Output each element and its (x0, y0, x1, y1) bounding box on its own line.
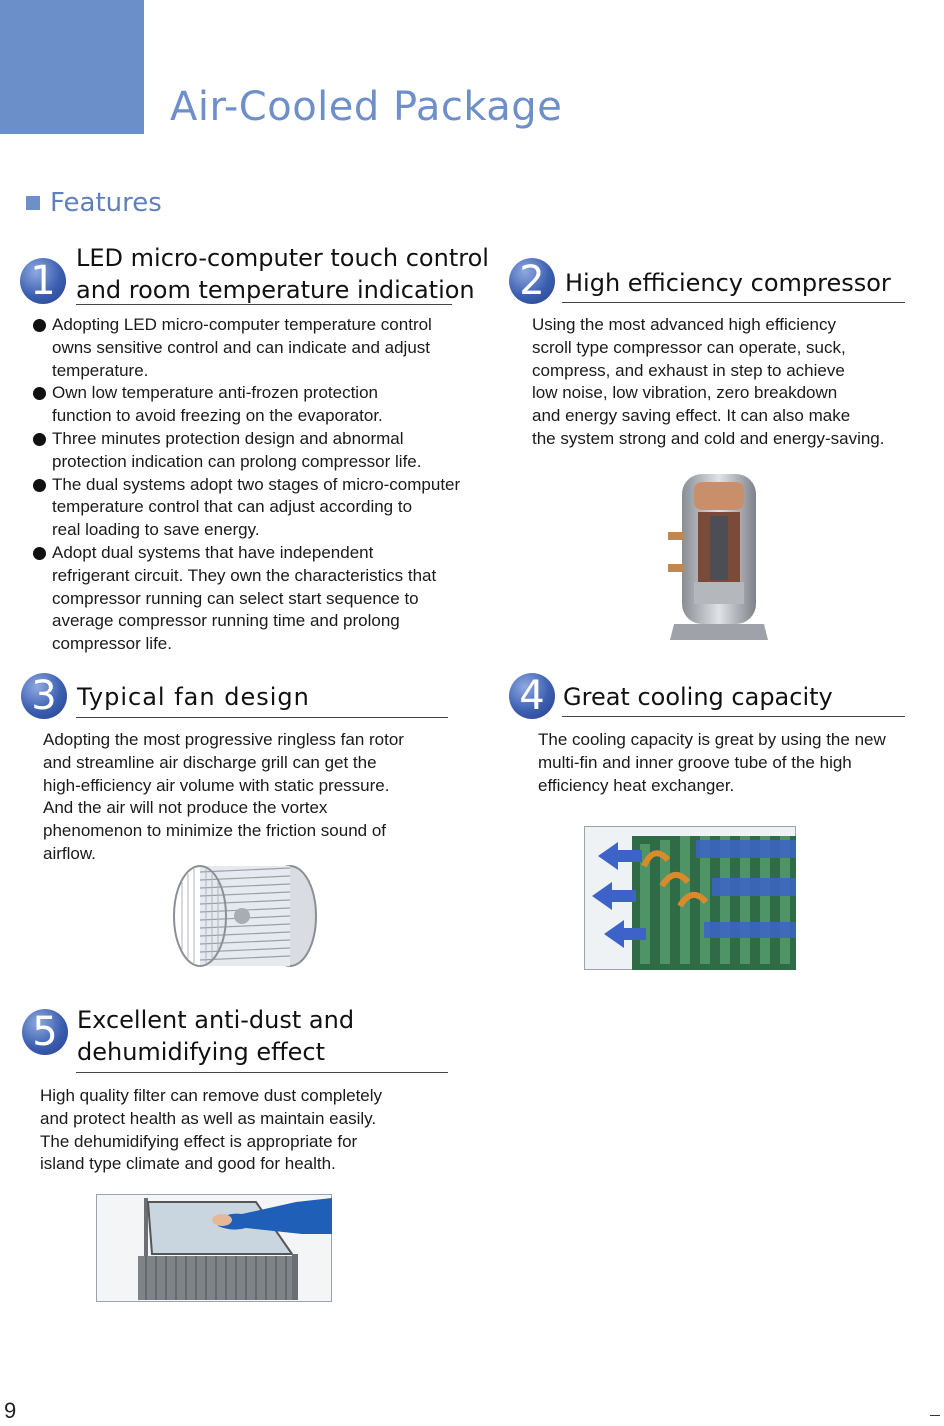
list-item (32, 542, 478, 656)
bullet-line: Adopt dual systems that have independent (52, 542, 374, 562)
section-number-badge: 1 (20, 258, 66, 304)
text-line: The cooling capacity is great by using the new (538, 730, 886, 749)
page-title: Air-Cooled Package (170, 84, 563, 130)
section-divider (76, 717, 448, 718)
bullet-line: compressor running can select start sequence to (52, 588, 419, 608)
text-line: High quality filter can remove dust completely (40, 1086, 383, 1105)
text-line: phenomenon to minimize the friction sound of (43, 821, 387, 841)
section-title-line: dehumidifying effect (77, 1038, 326, 1066)
bullet-line: real loading to save energy. (52, 520, 260, 540)
list-item (32, 382, 478, 428)
section-title: High efficiency compressor (565, 269, 891, 297)
text-line: And the air will not produce the vortex (43, 798, 328, 818)
section-title: Great cooling capacity (563, 683, 833, 711)
section-description (538, 729, 906, 797)
text-line: Adopting the most progressive ringless fan rotor (43, 730, 404, 749)
text-line: compress, and exhaust in step to achieve (532, 360, 845, 380)
text-line: island type climate and good for health. (40, 1154, 336, 1174)
bullet-dot-icon (33, 547, 46, 560)
text-line: the system strong and cold and energy-saving. (532, 428, 885, 448)
text-line: and energy saving effect. It can also make (532, 406, 851, 426)
text-line: multi-fin and inner groove tube of the high (538, 752, 852, 772)
section-number-badge: 3 (21, 673, 67, 719)
text-line: low noise, low vibration, zero breakdown (532, 383, 838, 403)
text-line: The dehumidifying effect is appropriate for (40, 1131, 358, 1151)
bullet-line: refrigerant circuit. They own the characteristics that (52, 565, 437, 585)
page-number: 9 (4, 1398, 17, 1423)
list-item (32, 428, 478, 474)
section-title: Typical fan design (77, 683, 310, 711)
bullet-line: Adopting LED micro-computer temperature control (52, 315, 432, 334)
section-divider (562, 302, 905, 303)
bullet-line: Three minutes protection design and abnormal (52, 428, 404, 448)
section-title-line: LED micro-computer touch control (76, 244, 489, 272)
text-line: and streamline air discharge grill can get the (43, 752, 377, 772)
section-description (43, 729, 435, 866)
text-line: high-efficiency air volume with static pressure. (43, 775, 390, 795)
list-item (32, 314, 478, 382)
compressor-cutaway-image (664, 462, 774, 648)
text-line: Using the most advanced high efficiency (532, 315, 836, 334)
bullet-line: owns sensitive control and can indicate and adjust (52, 337, 431, 357)
bullet-line: temperature. (52, 360, 149, 380)
bullet-line: compressor life. (52, 634, 172, 654)
fan-rotor-image (170, 862, 322, 970)
feature-bullet-list (32, 314, 478, 656)
bullet-line: function to avoid freezing on the evaporator. (52, 406, 383, 426)
text-line: airflow. (43, 843, 96, 863)
section-title (77, 1004, 354, 1068)
text-line: scroll type compressor can operate, suck, (532, 337, 846, 357)
bullet-line: Own low temperature anti-frozen protection (52, 383, 378, 403)
section-description (40, 1085, 430, 1176)
corner-mark (930, 1415, 940, 1416)
features-heading-label: Features (50, 188, 162, 218)
bullet-dot-icon (33, 479, 46, 492)
list-item (32, 474, 478, 542)
section-divider (562, 716, 905, 717)
section-divider (76, 304, 452, 305)
section-title (76, 242, 489, 306)
header-color-block (0, 0, 144, 134)
text-line: and protect health as well as maintain easily. (40, 1108, 377, 1128)
features-heading (26, 188, 162, 218)
section-description (532, 314, 904, 451)
bullet-line: The dual systems adopt two stages of micro-computer (52, 474, 461, 494)
bullet-line: temperature control that can adjust according to (52, 497, 413, 517)
text-line: efficiency heat exchanger. (538, 775, 735, 795)
bullet-line: protection indication can prolong compressor life. (52, 451, 422, 471)
section-number-badge: 4 (509, 673, 555, 719)
bullet-dot-icon (33, 387, 46, 400)
section-title-line: Excellent anti-dust and (77, 1006, 355, 1034)
bullet-line: average compressor running time and prolong (52, 611, 400, 631)
section-title-line: and room temperature indication (76, 276, 475, 304)
bullet-dot-icon (33, 319, 46, 332)
section-number-badge: 2 (509, 258, 555, 304)
heat-exchanger-image (584, 826, 796, 970)
section-number-badge: 5 (22, 1009, 68, 1055)
air-filter-image (96, 1194, 332, 1302)
bullet-dot-icon (33, 433, 46, 446)
section-divider (76, 1072, 448, 1073)
square-bullet-icon (26, 196, 40, 210)
